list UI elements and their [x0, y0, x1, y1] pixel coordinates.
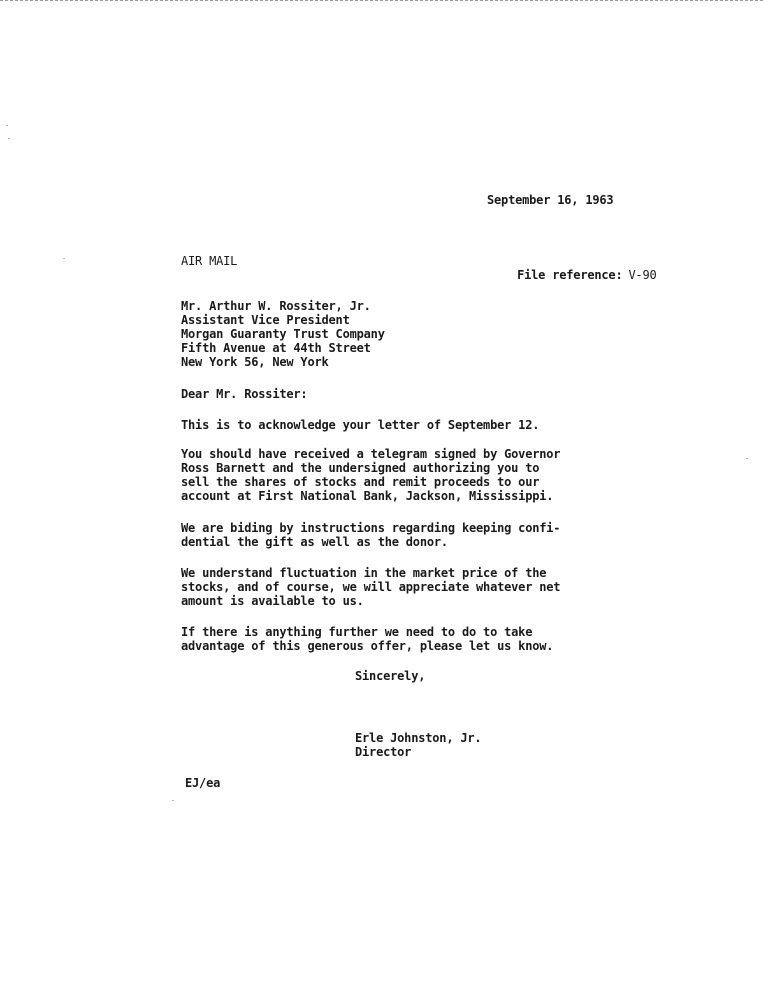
scan-speck — [746, 458, 748, 459]
paragraph-line: We are biding by instructions regarding keeping confi- — [181, 521, 561, 535]
recipient-line: Fifth Avenue at 44th Street — [181, 341, 371, 355]
paragraph-line: amount is available to us. — [181, 594, 364, 608]
body-paragraph — [181, 521, 560, 549]
file-reference-value: V-90 — [628, 268, 657, 282]
paragraph-line: stocks, and of course, we will appreciate whatever net — [181, 580, 561, 594]
recipient-line: Mr. Arthur W. Rossiter, Jr. — [181, 299, 371, 313]
body-paragraph — [181, 418, 539, 432]
typist-initials: EJ/ea — [185, 776, 221, 790]
scan-speck — [8, 138, 10, 139]
file-reference — [489, 254, 657, 296]
signer-title: Director — [355, 745, 412, 759]
paragraph-line: account at First National Bank, Jackson, Mississippi. — [181, 489, 554, 503]
recipient-line: New York 56, New York — [181, 355, 329, 369]
body-paragraph — [181, 566, 560, 608]
file-reference-label: File reference: — [517, 268, 623, 282]
paragraph-line: sell the shares of stocks and remit proceeds to our — [181, 475, 540, 489]
letter-date: September 16, 1963 — [487, 193, 614, 207]
signer-name: Erle Johnston, Jr. — [355, 731, 482, 745]
closing: Sincerely, — [355, 669, 426, 683]
mail-type: AIR MAIL — [181, 254, 238, 268]
scan-speck — [63, 258, 65, 259]
paragraph-line: Ross Barnett and the undersigned authorizing you to — [181, 461, 540, 475]
body-paragraph — [181, 447, 560, 503]
paragraph-line: If there is anything further we need to do to take — [181, 625, 533, 639]
scan-speck — [172, 800, 174, 801]
scan-speck — [6, 125, 8, 126]
paragraph-line: advantage of this generous offer, please let us know. — [181, 639, 554, 653]
paragraph-line: dential the gift as well as the donor. — [181, 535, 448, 549]
paragraph-line: This is to acknowledge your letter of September 12. — [181, 418, 540, 432]
paragraph-line: We understand fluctuation in the market price of the — [181, 566, 547, 580]
recipient-line: Morgan Guaranty Trust Company — [181, 327, 385, 341]
recipient-line: Assistant Vice President — [181, 313, 350, 327]
paragraph-line: You should have received a telegram signed by Governor — [181, 447, 561, 461]
page-top-border — [0, 0, 763, 1]
body-paragraph — [181, 625, 553, 653]
salutation: Dear Mr. Rossiter: — [181, 387, 308, 401]
